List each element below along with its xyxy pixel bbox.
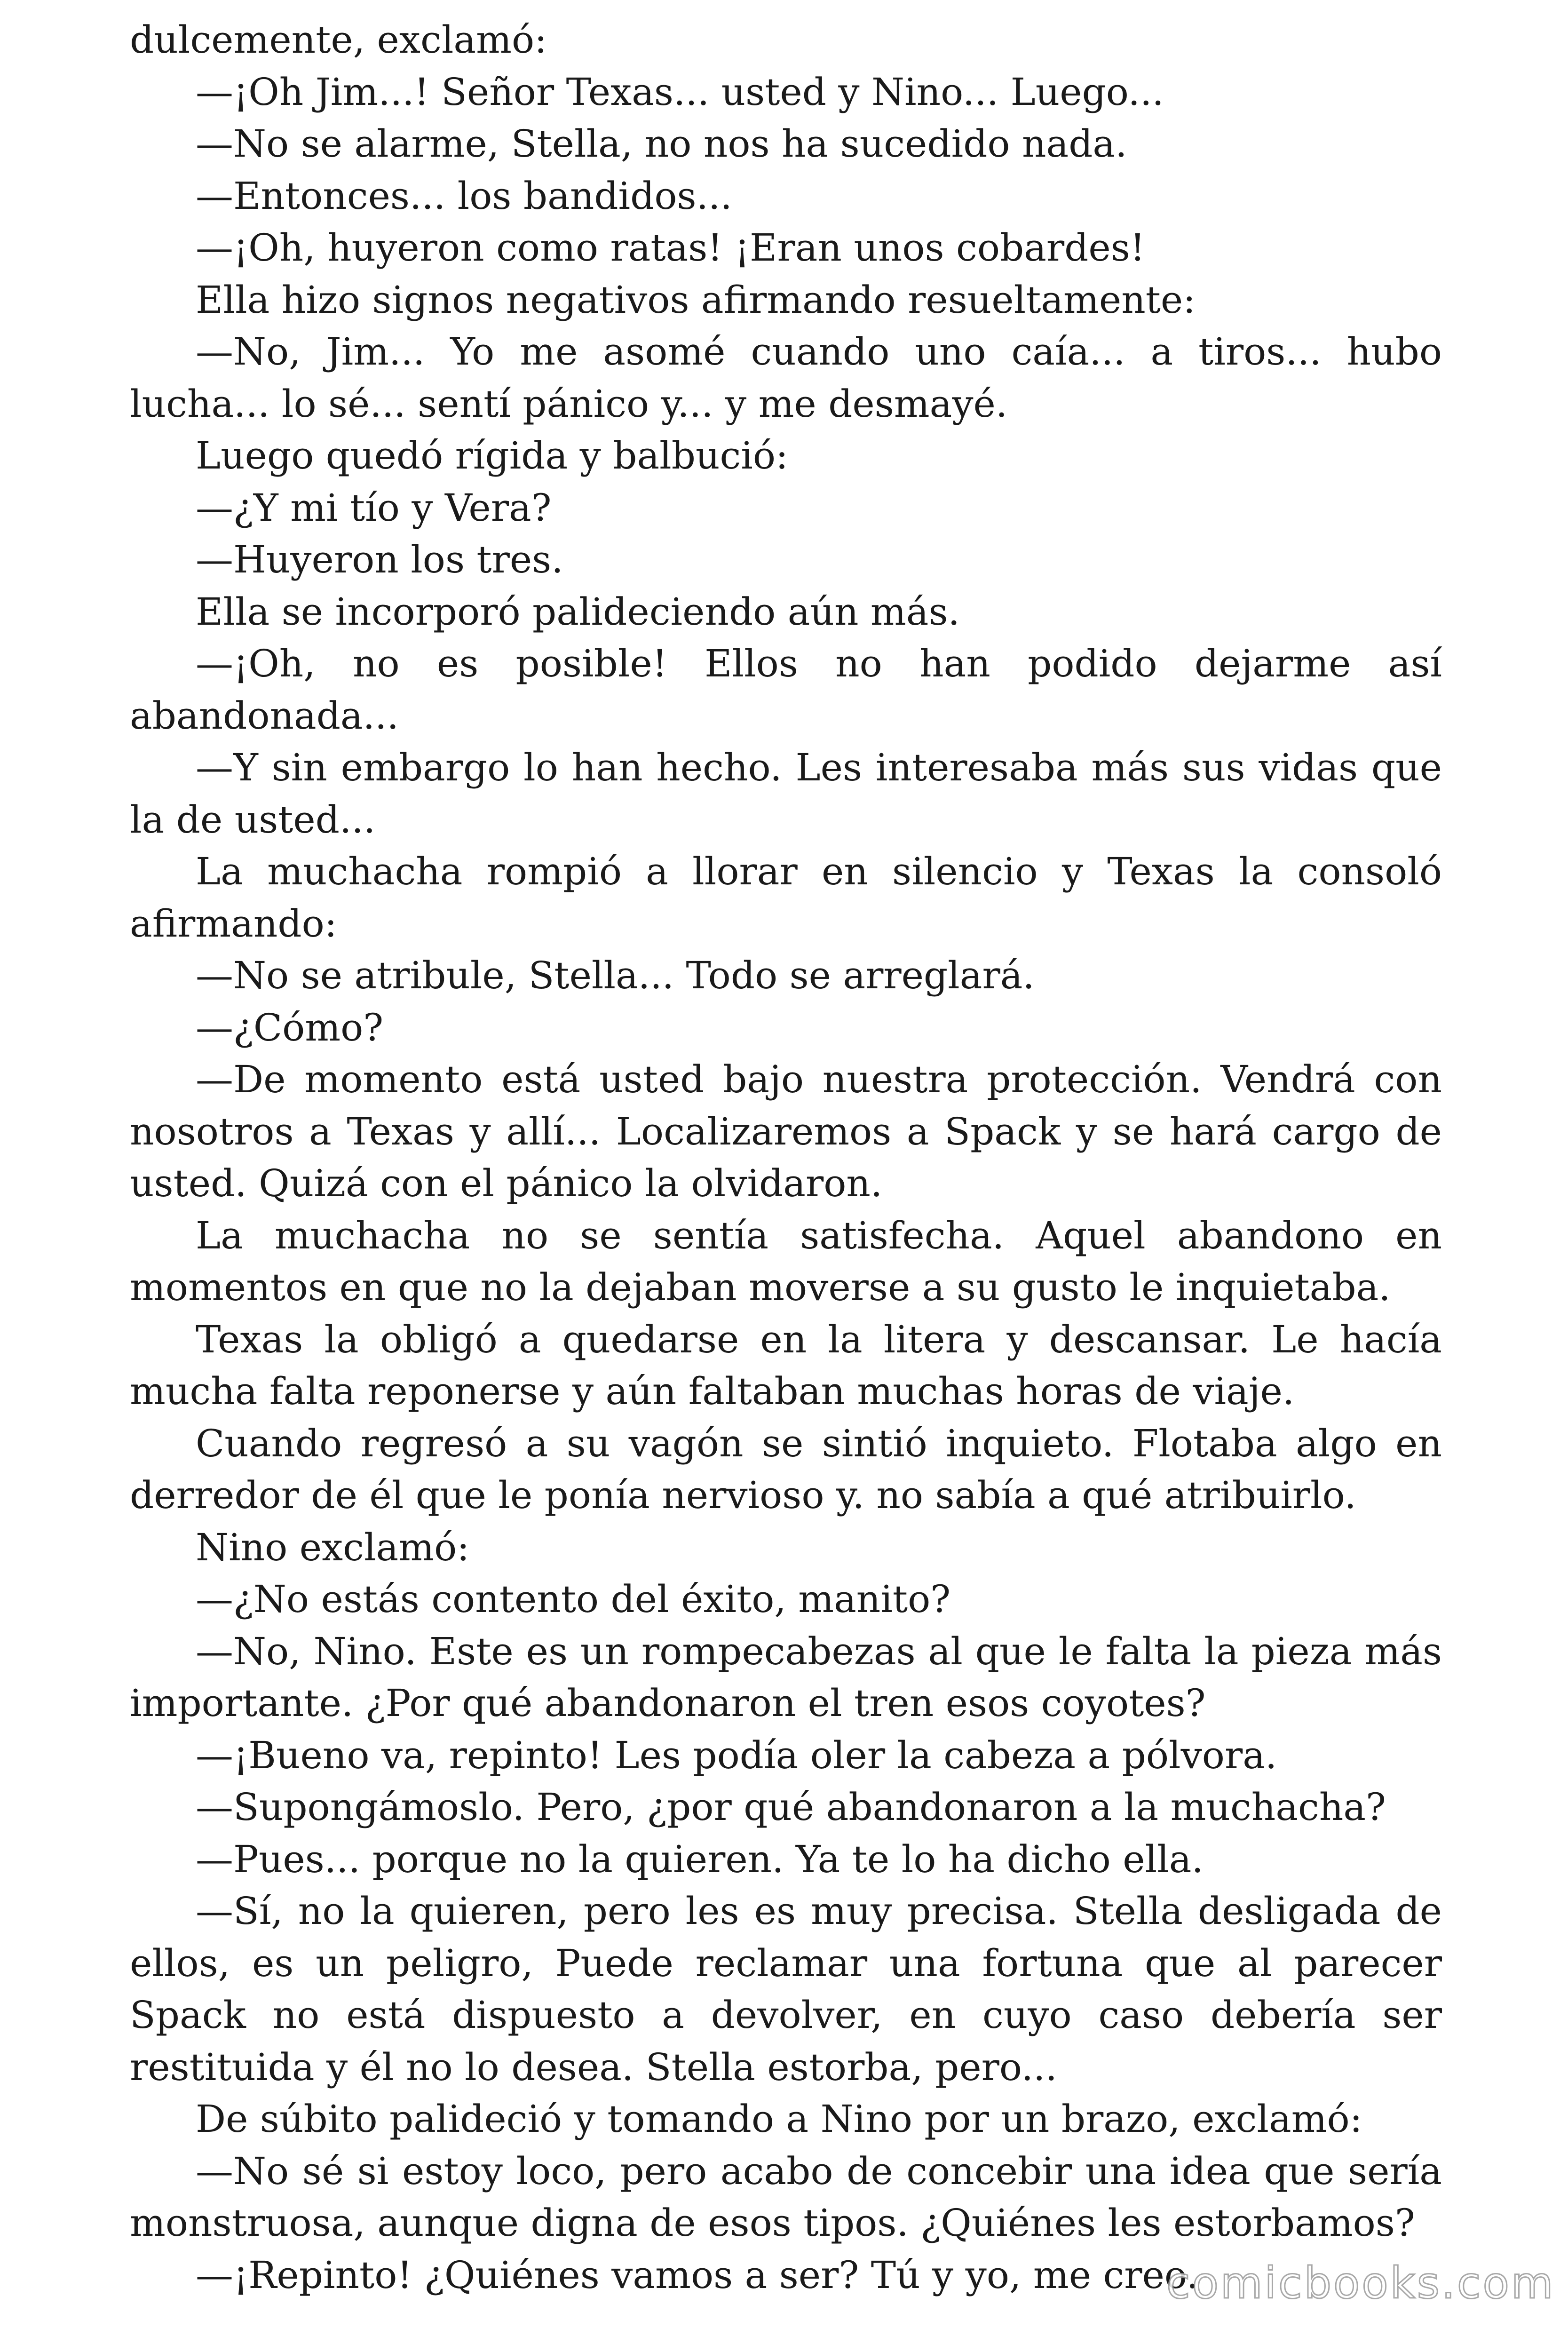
paragraph: La muchacha no se sentía satisfecha. Aquel abandono en momentos en que no la dejaban moverse a su gusto le inquietaba.	[130, 1213, 1442, 1309]
paragraph: —De momento está usted bajo nuestra protección. Vendrá con nosotros a Texas y allí... Localizaremos a Spack y se hará cargo de usted. Quizá con el pánico la olvidaron.	[130, 1057, 1442, 1205]
paragraph: —¿No estás contento del éxito, manito?	[196, 1577, 951, 1621]
paragraph: La muchacha rompió a llorar en silencio y Texas la consoló afirmando:	[130, 850, 1442, 946]
paragraph: —¡Repinto! ¿Quiénes vamos a ser? Tú y yo, me creo.	[196, 2253, 1199, 2297]
paragraph: Nino exclamó:	[196, 1525, 470, 1569]
paragraph: —Pues... porque no la quieren. Ya te lo ha dicho ella.	[196, 1837, 1204, 1881]
paragraph: —No, Jim... Yo me asomé cuando uno caía... a tiros... hubo lucha... lo sé... sentí pánico y... y me desmayé.	[130, 330, 1442, 426]
paragraph: Cuando regresó a su vagón se sintió inquieto. Flotaba algo en derredor de él que le ponía nervioso y. no sabía a qué atribuirlo.	[130, 1421, 1442, 1517]
watermark: comicbooks.com	[1166, 2258, 1555, 2308]
paragraph: —¡Oh, huyeron como ratas! ¡Eran unos cobardes!	[196, 226, 1145, 270]
paragraph: —¡Bueno va, repinto! Les podía oler la cabeza a pólvora.	[196, 1733, 1277, 1777]
paragraph: —¿Y mi tío y Vera?	[196, 485, 552, 530]
paragraph: —¡Oh, no es posible! Ellos no han podido dejarme así abandonada...	[130, 642, 1442, 738]
paragraph: —No, Nino. Este es un rompecabezas al que le falta la pieza más importante. ¿Por qué abandonaron el tren esos coyotes?	[130, 1629, 1442, 1725]
paragraph: —No se alarme, Stella, no nos ha sucedido nada.	[196, 122, 1127, 166]
book-page-text	[130, 14, 1442, 2301]
paragraph: —Sí, no la quieren, pero les es muy precisa. Stella desligada de ellos, es un peligro, Puede reclamar una fortuna que al parecer Spack no está dispuesto a devolver, en cuyo caso debería ser restituida y él no lo desea. Stella estorba, pero...	[130, 1889, 1442, 2089]
paragraph: Ella hizo signos negativos afirmando resueltamente:	[196, 278, 1196, 322]
paragraph: —Y sin embargo lo han hecho. Les interesaba más sus vidas que la de usted...	[130, 746, 1442, 842]
paragraph: —¿Cómo?	[196, 1005, 384, 1049]
paragraph: —¡Oh Jim...! Señor Texas... usted y Nino... Luego...	[196, 70, 1164, 114]
paragraph: Luego quedó rígida y balbució:	[196, 434, 788, 477]
paragraph: —No se atribule, Stella... Todo se arreglará.	[196, 954, 1035, 997]
paragraph: De súbito palideció y tomando a Nino por un brazo, exclamó:	[196, 2097, 1362, 2141]
paragraph: —Supongámoslo. Pero, ¿por qué abandonaron a la muchacha?	[196, 1785, 1386, 1829]
paragraph: —Entonces... los bandidos...	[196, 174, 732, 218]
paragraph: dulcemente, exclamó:	[130, 18, 547, 62]
paragraph: —No sé si estoy loco, pero acabo de concebir una idea que sería monstruosa, aunque digna de esos tipos. ¿Quiénes les estorbamos?	[130, 2149, 1442, 2245]
paragraph: —Huyeron los tres.	[196, 538, 563, 581]
paragraph: Ella se incorporó palideciendo aún más.	[196, 589, 960, 634]
paragraph: Texas la obligó a quedarse en la litera y descansar. Le hacía mucha falta reponerse y aún faltaban muchas horas de viaje.	[130, 1317, 1442, 1413]
